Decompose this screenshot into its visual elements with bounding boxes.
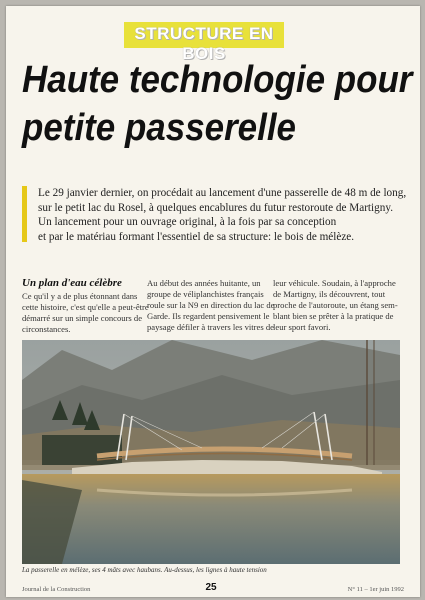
section-banner — [124, 22, 284, 63]
article-title-line-1: Haute technologie pour — [22, 59, 413, 101]
body-line: cette histoire, c'est qu'elle a peut-être — [22, 302, 149, 313]
article-title-line-2: petite passerelle — [22, 107, 297, 149]
bridge-photo — [22, 340, 400, 564]
body-column-1 — [22, 278, 149, 335]
body-line: leur sport favori. — [273, 322, 331, 333]
body-line: groupe de véliplanchistes français — [147, 289, 264, 300]
body-column-2 — [147, 278, 274, 333]
body-line: leur véhicule. Soudain, à l'approche — [273, 278, 396, 288]
body-line: blant bien se prêter à la pratique de — [273, 311, 394, 322]
body-line: Au début des années huitante, un — [147, 278, 261, 288]
body-line: de Martigny, ils découvrent, tout — [273, 289, 386, 300]
body-line: Ce qu'il y a de plus étonnant dans — [22, 291, 138, 302]
section-banner-label: STRUCTURE EN BOIS — [134, 24, 274, 63]
body-line: Garde. Ils regardent pensivement le — [147, 311, 270, 322]
intro-accent-bar — [22, 186, 27, 242]
magazine-page — [6, 6, 420, 597]
footer-issue-date: N° 11 – 1er juin 1992 — [347, 586, 404, 593]
body-line: circonstances. — [22, 324, 71, 335]
intro-line: Un lancement pour un ouvrage original, à la fois par sa conception — [38, 216, 337, 229]
article-intro — [38, 186, 418, 244]
page-number: 25 — [205, 582, 217, 593]
intro-line: Le 29 janvier dernier, on procédait au lancement d'une passerelle de 48 m de long, — [38, 187, 407, 199]
body-line: démarré sur un simple concours de — [22, 313, 143, 324]
photo-caption: La passerelle en mélèze, ses 4 mâts avec haubans. Au-dessus, les lignes à haute tension — [22, 566, 267, 574]
intro-line: et par le matériau formant l'essentiel de sa structure: le bois de mélèze. — [38, 230, 355, 243]
intro-line: sur le petit lac du Rosel, à quelques encablures du futur restoroute de Martigny. — [38, 201, 393, 214]
body-line: proche de l'autoroute, un étang sem- — [273, 300, 398, 311]
body-line: roule sur la N9 en direction du lac de — [147, 300, 275, 311]
footer-publication: Journal de la Construction — [22, 586, 91, 593]
body-column-3 — [273, 278, 398, 333]
body-line: paysage défiler à travers les vitres de — [147, 322, 274, 333]
section-subhead: Un plan d'eau célèbre — [22, 277, 122, 289]
